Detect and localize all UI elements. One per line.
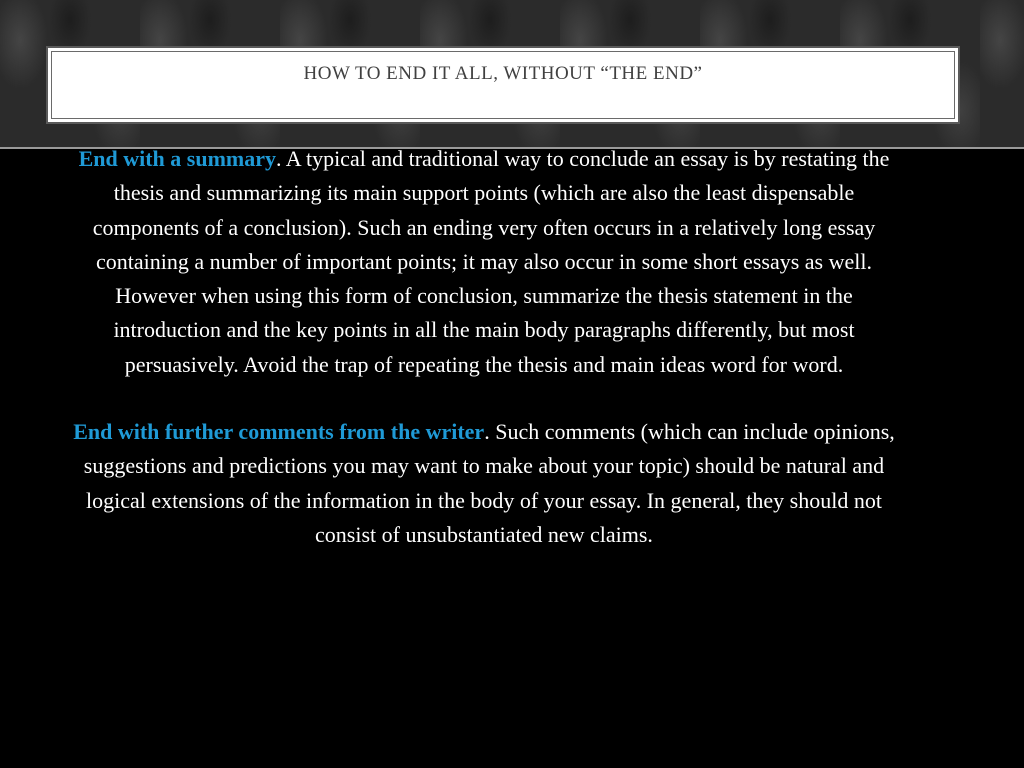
paragraph-lead: End with further comments from the writer [73, 419, 485, 445]
slide-content [68, 142, 900, 552]
paragraph-summary [68, 142, 900, 382]
slide-title: HOW TO END IT ALL, WITHOUT “THE END” [303, 63, 703, 84]
paragraph-further-comments [68, 415, 900, 552]
title-box [46, 46, 960, 124]
paragraph-lead: End with a summary [78, 146, 276, 171]
paragraph-body: . Such comments (which can include opinions, suggestions and predictions you may want to make about your topic) should be natural and logical extensions of the information in the body of your essay. In general, they should not consist of unsubstantiated new claims. [83, 419, 895, 547]
paragraph-body: . A typical and traditional way to conclude an essay is by restating the thesis and summarizing its main support points (which are also the least dispensable components of a conclusion). Such an ending very often occurs in a relatively long essay containing a number of important points; it may also occur in some short essays as well. However when using this form of conclusion, summarize the thesis statement in the introduction and the key points in all the main body paragraphs differently, but most persuasively. Avoid the trap of repeating the thesis and main ideas word for word. [92, 146, 890, 377]
